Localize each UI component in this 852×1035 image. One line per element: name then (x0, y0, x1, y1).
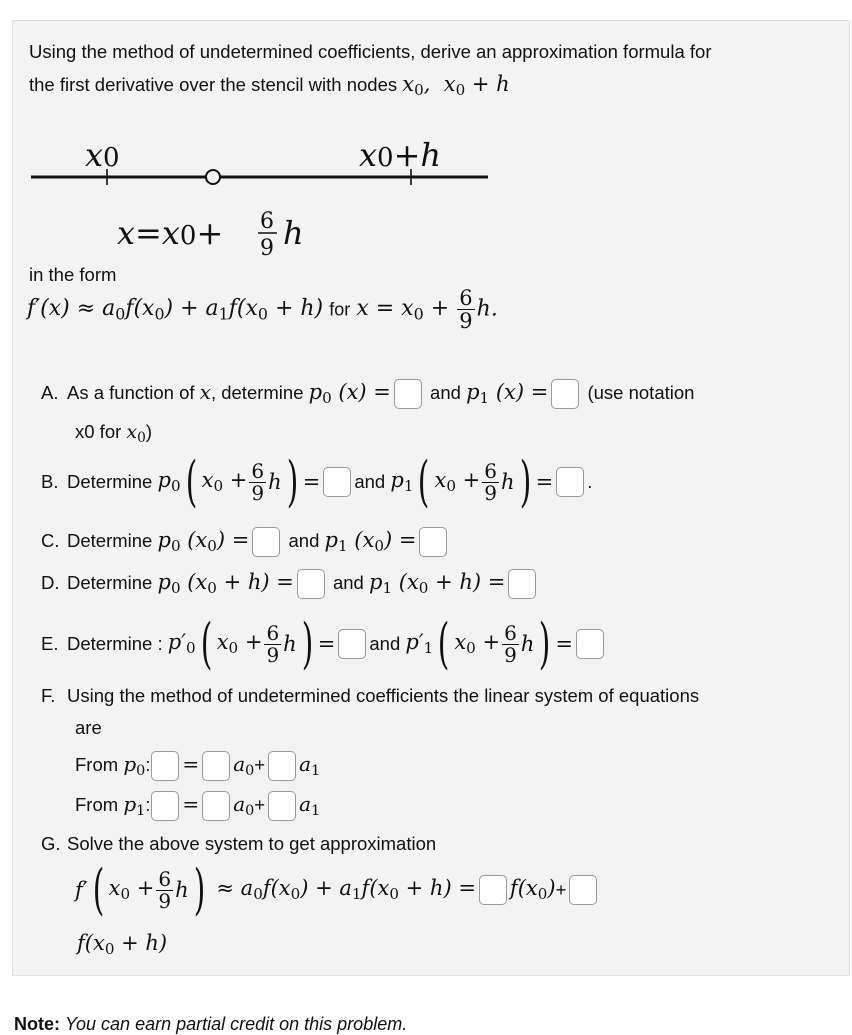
answer-f-p0-c0[interactable] (202, 751, 230, 781)
part-c-text: Determine (67, 529, 153, 551)
eval-frac-num: 6 (260, 209, 274, 234)
from-p1-label: From (75, 793, 119, 815)
form-frac (457, 287, 474, 332)
part-f-eq-p0: From $p_0$: = $a_0+ a_1$ (75, 751, 320, 781)
eval-frac-den: 9 (260, 236, 274, 261)
stencil-diagram (13, 111, 533, 271)
from-p0-label: From (75, 753, 119, 775)
answer-c-p1[interactable] (419, 527, 447, 557)
part-a-note: (use notation (587, 381, 695, 403)
part-a-and: and (430, 381, 461, 403)
part-b-text: Determine (67, 471, 153, 492)
answer-e-p1[interactable] (576, 629, 604, 659)
part-d-letter: D. (41, 571, 60, 593)
part-a-line-1: A. As a function of x, determine $p_0$ (x) = and $p_1$ (x) = (use notation (41, 379, 695, 408)
answer-f-p0-c1[interactable] (268, 751, 296, 781)
part-a-text1: As a function of (67, 381, 195, 403)
part-b-and: and (354, 471, 386, 492)
part-e: E. Determine : $p'_0$ ( $x_0$ + $\frac{6}{9}$ h ) = and $p'_1$ ( $x_0$ + $\frac{6}{9}$ h ) = (41, 613, 607, 675)
part-g-text: Solve the above system to get approximation (67, 833, 437, 854)
answer-c-p0[interactable] (252, 527, 280, 557)
part-f-text1: Using the method of undetermined coefficients the linear system of equations (67, 685, 700, 706)
intro-line-1: Using the method of undetermined coefficients, derive an approximation formula for (29, 41, 712, 62)
form-for: for (329, 299, 351, 320)
answer-a-p1[interactable] (551, 379, 579, 409)
eval-point-marker (206, 170, 220, 184)
part-g-line-1 (41, 833, 436, 855)
part-d-and: and (332, 571, 364, 593)
part-b-letter: B. (41, 471, 59, 492)
eval-point-label: x=x0+ (117, 214, 224, 252)
answer-d-p0[interactable] (297, 569, 325, 599)
part-g-letter: G. (41, 833, 61, 854)
part-f-line-1 (41, 685, 699, 707)
answer-d-p1[interactable] (508, 569, 536, 599)
partial-credit-note (14, 1014, 407, 1035)
part-g-formula-cont: $f(x_0 + h)$ (77, 931, 168, 959)
part-e-and: and (369, 633, 401, 654)
node-label-x0: x0 (85, 136, 120, 174)
part-c: C. Determine $p_0$ $(x_0)$ = and $p_1$ $(x_0)$ = (41, 527, 450, 557)
answer-f-p1-c1[interactable] (268, 791, 296, 821)
answer-b-p1[interactable] (556, 467, 584, 497)
part-a-line-2: x0 for $x_0$) (75, 421, 153, 446)
answer-f-p1-rhs[interactable] (151, 791, 179, 821)
intro-line-2-text: the first derivative over the stencil with nodes (29, 74, 398, 95)
note-text: You can earn partial credit on this problem. (65, 1014, 408, 1034)
part-a-text2: , determine (210, 381, 304, 403)
answer-g-coef-f0[interactable] (479, 875, 507, 905)
part-a-letter: A. (41, 381, 59, 403)
answer-a-p0[interactable] (394, 379, 422, 409)
form-intro: in the form (29, 264, 117, 285)
form-frac-den: 9 (459, 309, 473, 334)
answer-g-coef-f1[interactable] (569, 875, 597, 905)
answer-f-p1-c0[interactable] (202, 791, 230, 821)
part-d-text: Determine (67, 571, 153, 593)
form-formula (27, 287, 498, 332)
intro-line-2 (29, 72, 510, 99)
node-label-x0h: x0+h (359, 136, 442, 174)
form-cond: $x = x_0$ + (356, 296, 450, 324)
problem-panel (12, 20, 850, 976)
form-frac-num: 6 (459, 286, 473, 310)
part-b: B. Determine $p_0$ ( $x_0$ + $\frac{6}{9}$ h ) = and $p_1$ ( $x_0$ + $\frac{6}{9}$ h ) = . (41, 450, 593, 513)
nodes-math: $x_0$, $x_0 + h$ (402, 72, 510, 100)
part-c-and: and (288, 529, 320, 551)
part-a-note2: x0 for (75, 421, 122, 442)
answer-f-p0-rhs[interactable] (151, 751, 179, 781)
part-c-letter: C. (41, 529, 60, 551)
part-g-formula: f′ ( $x_0$ + $\frac{6}{9}$ h ) ≈ $a_0f(x_0) + a_1f(x_0 + h)$ = $f(x_0)$ + (75, 859, 600, 921)
note-label: Note: (14, 1014, 60, 1034)
part-f-line-2: are (75, 717, 102, 738)
eval-point-h: h (283, 214, 304, 252)
form-tail: h. (476, 296, 498, 322)
answer-e-p0[interactable] (338, 629, 366, 659)
part-f-eq-p1: From $p_1$: = $a_0+ a_1$ (75, 791, 320, 821)
part-f-letter: F. (41, 685, 56, 706)
part-d: D. Determine $p_0$ $(x_0 + h)$ = and $p_1$ $(x_0 + h)$ = (41, 569, 539, 599)
part-e-letter: E. (41, 633, 59, 654)
part-e-text: Determine : (67, 633, 163, 654)
answer-b-p0[interactable] (323, 467, 351, 497)
form-lhs: $f'(x) \approx a_0f(x_0) + a_1f(x_0 + h)$ (27, 296, 324, 324)
